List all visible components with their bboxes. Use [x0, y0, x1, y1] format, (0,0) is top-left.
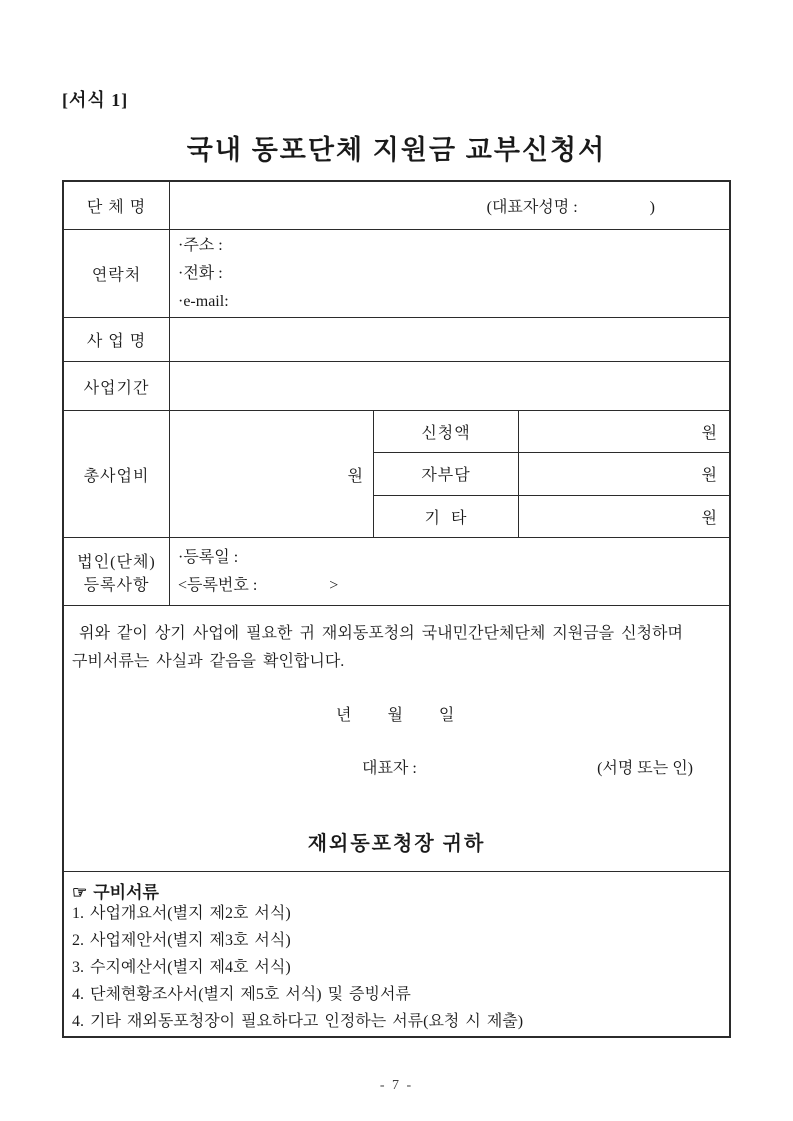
total-budget-amount-cell — [170, 411, 374, 537]
registration-label — [64, 538, 170, 605]
project-period-row — [64, 362, 729, 411]
contact-row — [64, 230, 729, 318]
page-number: - 7 - — [379, 1078, 414, 1093]
budget-subrow-self-funded — [374, 453, 729, 495]
contact-address-line: ·주소 : — [178, 236, 223, 254]
attachment-item: 4. 기타 재외동포청장이 필요하다고 인정하는 서류(요청 시 제출) — [72, 1013, 524, 1030]
contact-value-cell — [170, 230, 729, 317]
signature-note: (서명 또는 인) — [597, 760, 693, 777]
attachments-section — [64, 872, 729, 1036]
budget-subrow-other — [374, 496, 729, 537]
budget-breakdown — [374, 411, 729, 537]
registration-value-cell — [170, 538, 729, 605]
attachment-item: 2. 사업제안서(별지 제3호 서식) — [72, 932, 291, 949]
attachment-item: 3. 수지예산서(별지 제4호 서식) — [72, 959, 291, 976]
contact-phone-line: ·전화 : — [178, 264, 223, 282]
attachment-item: 4. 단체현황조사서(별지 제5호 서식) 및 증빙서류 — [72, 986, 411, 1003]
form-number-tag: [서식 1] — [62, 90, 129, 110]
registration-label-line2: 등록사항 — [83, 576, 150, 594]
other-amount-label: 기 타 — [374, 496, 519, 537]
recipient-line: 재외동포청장 귀하 — [307, 833, 486, 855]
other-amount-cell — [519, 496, 729, 537]
org-name-row — [64, 182, 729, 230]
requested-amount-unit: 원 — [701, 425, 717, 443]
page-title: 국내 동포단체 지원금 교부신청서 — [186, 135, 607, 165]
representative-name-field: (대표자성명 : ) — [486, 199, 655, 216]
representative-label: 대표자 : — [362, 760, 417, 777]
requested-amount-cell — [519, 411, 729, 452]
pointing-hand-icon: ☞ — [72, 883, 88, 902]
attachments-heading — [64, 872, 729, 900]
self-funded-unit: 원 — [701, 467, 717, 485]
attachment-item: 1. 사업개요서(별지 제2호 서식) — [72, 905, 291, 922]
registration-label-line1: 법인(단체) — [77, 553, 156, 571]
self-funded-cell — [519, 453, 729, 494]
declaration-line2: 구비서류는 사실과 같음을 확인합니다. — [72, 653, 345, 670]
declaration-line1: 위와 같이 상기 사업에 필요한 귀 재외동포청의 국내민간단체단체 지원금을 신청하며 — [72, 625, 683, 642]
date-line: 년 월 일 — [336, 707, 456, 724]
application-form-table — [62, 180, 731, 1038]
attachments-list — [64, 900, 729, 1035]
contact-label: 연락처 — [64, 230, 170, 317]
attachments-heading-label: 구비서류 — [93, 883, 159, 902]
project-name-value-cell — [170, 318, 729, 361]
project-name-label: 사 업 명 — [64, 318, 170, 361]
project-period-value-cell — [170, 362, 729, 410]
total-budget-label: 총사업비 — [64, 411, 170, 537]
representative-signature-line — [64, 755, 729, 777]
registration-date-line: ·등록일 : — [178, 548, 239, 566]
declaration-section — [64, 606, 729, 872]
other-amount-unit: 원 — [701, 509, 717, 527]
requested-amount-label: 신청액 — [374, 411, 519, 452]
registration-row — [64, 538, 729, 606]
org-name-value-cell — [170, 182, 729, 229]
org-name-label: 단 체 명 — [64, 182, 170, 229]
self-funded-label: 자부담 — [374, 453, 519, 494]
total-budget-row — [64, 411, 729, 538]
budget-subrow-requested — [374, 411, 729, 453]
project-name-row — [64, 318, 729, 362]
registration-number-line: <등록번호 : > — [178, 576, 339, 594]
total-budget-unit: 원 — [347, 467, 363, 485]
contact-email-line: ·e-mail: — [178, 292, 229, 310]
project-period-label: 사업기간 — [64, 362, 170, 410]
declaration-paragraph — [72, 620, 721, 676]
